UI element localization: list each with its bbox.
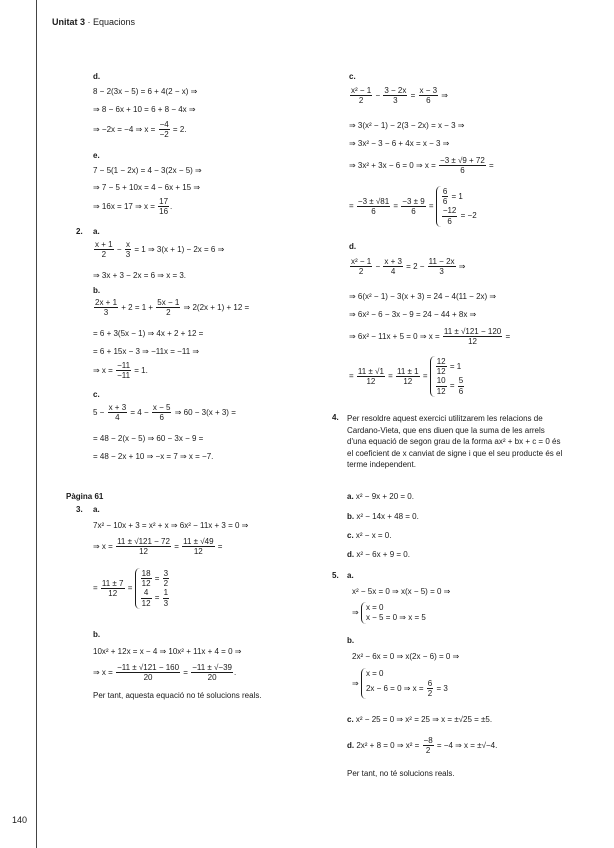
equation-line: ⇒ 7 − 5 + 10x = 4 − 6x + 15 ⇒ <box>93 183 201 192</box>
answer-line: a. x² − 9x + 20 = 0. <box>347 492 414 501</box>
equation-line: = $\frac{11 \pm √1}{12}$ = $\frac{11 \pm 1}{12}$ = $\frac{12}{12}$ = 1 $\frac{10}{12}$ = $\frac{5}{6}$ <box>349 357 464 396</box>
equation-line: 7 − 5(1 − 2x) = 4 − 3(2x − 5) ⇒ <box>93 166 202 175</box>
equation-line: $\frac{\text{x² − 1}}{2}$ − $\frac{3 - 2x}{3}$ = $\frac{x - 3}{6}$ ⇒ <box>351 86 449 106</box>
header-sep: · <box>85 17 94 27</box>
section-heading: Pàgina 61 <box>66 492 104 501</box>
equation-line: = 48 − 2x + 10 ⇒ −x = 7 ⇒ x = −7. <box>93 452 214 461</box>
equation-line: $\frac{\text{x² − 1}}{2}$ − $\frac{x + 3}{4}$ = 2 − $\frac{11 - 2x}{3}$ ⇒ <box>351 257 466 277</box>
equation-line: ⇒ 6x² − 6 − 3x − 9 = 24 − 44 + 8x ⇒ <box>349 310 477 319</box>
equation-line: $\frac{x + 1}{2}$ − $\frac{x}{3}$ = 1 ⇒ 3(x + 1) − 2x = 6 ⇒ <box>95 240 225 260</box>
solution-brace: $\frac{12}{12}$ = 1 $\frac{10}{12}$ = $\frac{5}{6}$ <box>430 356 465 397</box>
solution-brace: x = 0 x − 5 = 0 ⇒ x = 5 <box>361 602 426 624</box>
conclusion-text: Per tant, no té solucions reals. <box>347 769 455 778</box>
equation-line: ⇒ x = 0 x − 5 = 0 ⇒ x = 5 <box>352 603 426 622</box>
equation-line: ⇒ 3x² − 3 − 6 + 4x = x − 3 ⇒ <box>349 139 450 148</box>
explanation-paragraph: Per resoldre aquest exercici utilitzarem les relacions de Cardano-Vieta, que ens diuen que la suma de les arrels d'una equació de segon grau de la forma ax² + bx + c = 0 és el coeficient de x canviat de signe i que el seu producte és el terme independent. <box>347 414 563 469</box>
equation-line: ⇒ 8 − 6x + 10 = 6 + 8 − 4x ⇒ <box>93 105 196 114</box>
equation-line: ⇒ 3x + 3 − 2x = 6 ⇒ x = 3. <box>93 271 187 280</box>
equation-line: ⇒ x = $\frac{-11 \pm √121 - 160}{20}$ = $\frac{-11 \pm √-39}{20}$ . <box>93 663 237 683</box>
exercise-label: a. <box>93 227 100 236</box>
equation-line: 2x² − 6x = 0 ⇒ x(2x − 6) = 0 ⇒ <box>352 652 460 661</box>
running-header <box>52 17 135 27</box>
question-number: 4. <box>332 413 339 422</box>
exercise-label: b. <box>93 630 101 639</box>
equation-line: = $\frac{-3 \pm √81}{6}$ = $\frac{-3 \pm 9}{6}$ = $\frac{6}{6}$ = 1 $\frac{-12}{6}$ = −2 <box>349 187 477 226</box>
equation-line: 5 − $\frac{x + 3}{4}$ = 4 − $\frac{x - 5}{6}$ ⇒ 60 − 3(x + 3) = <box>93 403 236 423</box>
exercise-label: c. <box>93 390 100 399</box>
equation-line: ⇒ 3(x² − 1) − 2(3 − 2x) = x − 3 ⇒ <box>349 121 465 130</box>
equation-line: ⇒ −2x = −4 ⇒ x = $\frac{-4}{-2}$ = 2. <box>93 120 187 140</box>
solution-brace: x = 0 2x − 6 = 0 ⇒ x = $\frac{6}{2}$ = 3 <box>361 668 448 699</box>
equation-line: x² − 5x = 0 ⇒ x(x − 5) = 0 ⇒ <box>352 587 451 596</box>
equation-line: ⇒ 16x = 17 ⇒ x = $\frac{17}{16}$ . <box>93 197 173 217</box>
equation-line: ⇒ x = 0 2x − 6 = 0 ⇒ x = $\frac{6}{2}$ = 3 <box>352 669 448 699</box>
equation-line: = $\frac{11 \pm 7}{12}$ = $\frac{18}{12}$ = $\frac{3}{2}$ $\frac{4}{12}$ = $\frac{1}{3}$ <box>93 569 169 608</box>
answer-line: c. x² − x = 0. <box>347 531 392 540</box>
equation-line: ⇒ x = $\frac{-11}{-11}$ = 1. <box>93 361 148 381</box>
equation-line: ⇒ 3x² + 3x − 6 = 0 ⇒ x = $\frac{-3 \pm √9 + 72}{6}$ = <box>349 156 494 176</box>
exercise-label: b. <box>347 636 355 645</box>
solution-brace: $\frac{6}{6}$ = 1 $\frac{-12}{6}$ = −2 <box>436 186 477 227</box>
answer-line: b. x² − 14x + 48 = 0. <box>347 512 419 521</box>
equation-line: 8 − 2(3x − 5) = 6 + 4(2 − x) ⇒ <box>93 87 198 96</box>
question-number: 5. <box>332 571 339 580</box>
exercise-label: e. <box>93 151 100 160</box>
exercise-label: d. <box>349 242 357 251</box>
equation-line: = 6 + 3(5x − 1) ⇒ 4x + 2 + 12 = <box>93 329 204 338</box>
exercise-label: a. <box>93 505 100 514</box>
question-number: 2. <box>76 227 83 236</box>
answer-line: c. x² − 25 = 0 ⇒ x² = 25 ⇒ x = ±√25 = ±5. <box>347 715 493 724</box>
page-number: 140 <box>12 815 28 825</box>
equation-line: = 6 + 15x − 3 ⇒ −11x = −11 ⇒ <box>93 347 200 356</box>
equation-line: 7x² − 10x + 3 = x² + x ⇒ 6x² − 11x + 3 = 0 ⇒ <box>93 521 249 530</box>
exercise-label: c. <box>349 72 356 81</box>
equation-line: 10x² + 12x = x − 4 ⇒ 10x² + 11x + 4 = 0 ⇒ <box>93 647 242 656</box>
exercise-label: a. <box>347 571 354 580</box>
solution-brace: $\frac{18}{12}$ = $\frac{3}{2}$ $\frac{4}{12}$ = $\frac{1}{3}$ <box>135 568 170 609</box>
equation-line: ⇒ 6(x² − 1) − 3(x + 3) = 24 − 4(11 − 2x) ⇒ <box>349 292 497 301</box>
equation-line: ⇒ 6x² − 11x + 5 = 0 ⇒ x = $\frac{11 \pm √121 - 120}{12}$ = <box>349 327 511 347</box>
unit-label: Unitat 3 <box>52 17 86 27</box>
equation-line: ⇒ x = $\frac{11 \pm √121 - 72}{12}$ = $\frac{11 \pm √49}{12}$ = <box>93 537 223 557</box>
question-number: 3. <box>76 505 83 514</box>
equation-line: $\frac{2x + 1}{3}$ + 2 = 1 + $\frac{5x - 1}{2}$ ⇒ 2(2x + 1) + 12 = <box>95 298 250 318</box>
equation-line: = 48 − 2(x − 5) ⇒ 60 − 3x − 9 = <box>93 434 204 443</box>
answer-line: d. x² − 6x + 9 = 0. <box>347 550 410 559</box>
exercise-label: b. <box>93 286 101 295</box>
answer-line: d. 2x² + 8 = 0 ⇒ x² = $\frac{-8}{2}$ = −4 ⇒ x = ±√−4. <box>347 736 498 756</box>
chapter-title: Equacions <box>93 17 136 27</box>
exercise-label: d. <box>93 72 101 81</box>
margin-rule <box>36 0 37 848</box>
conclusion-text: Per tant, aquesta equació no té solucions reals. <box>93 691 262 700</box>
